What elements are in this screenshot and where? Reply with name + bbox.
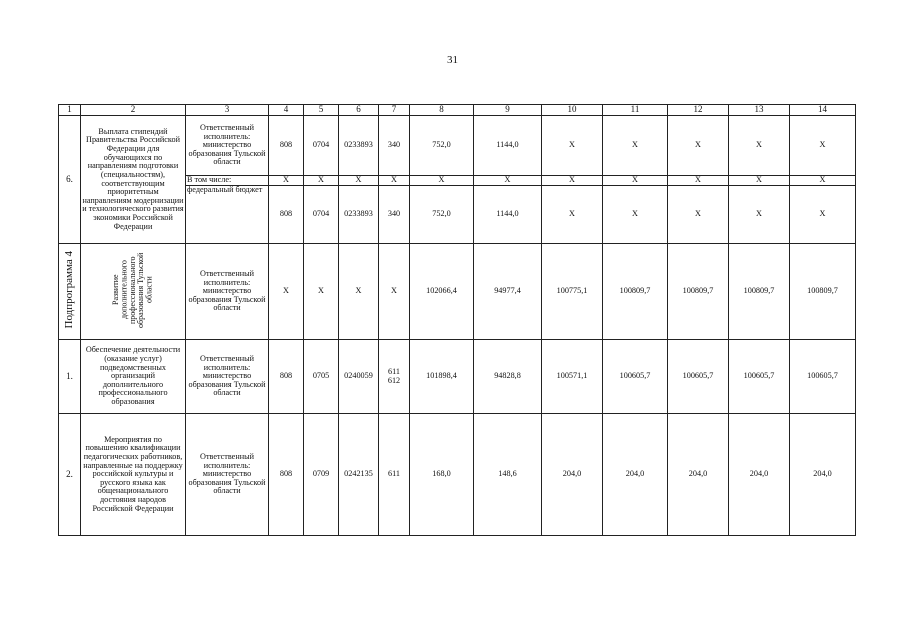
table-cell: X bbox=[668, 116, 729, 176]
col-header: 1 bbox=[59, 105, 81, 116]
event-name: Мероприятия по повышению квалификации педагогических работников, направленные на поддержку российской культуры и русского языка как общенационального достояния народов Российской Федерации bbox=[81, 414, 186, 536]
table-cell: X bbox=[603, 116, 668, 176]
table-cell: X bbox=[542, 186, 603, 244]
col-header: 9 bbox=[474, 105, 542, 116]
table-cell: X bbox=[790, 176, 856, 186]
table-cell: 101898,4 bbox=[410, 340, 474, 414]
row-number: 2. bbox=[59, 414, 81, 536]
table-cell: 0233893 bbox=[339, 116, 379, 176]
table-cell: X bbox=[269, 176, 304, 186]
table-row bbox=[59, 116, 856, 176]
table-cell: 100605,7 bbox=[790, 340, 856, 414]
table-cell: 94977,4 bbox=[474, 244, 542, 340]
executor: Ответственный исполнитель: министерство образования Тульской области bbox=[186, 414, 269, 536]
col-header: 13 bbox=[729, 105, 790, 116]
table-cell: X bbox=[729, 116, 790, 176]
table-cell: 1144,0 bbox=[474, 186, 542, 244]
table-cell: X bbox=[339, 244, 379, 340]
table-cell: 148,6 bbox=[474, 414, 542, 536]
executor: Ответственный исполнитель: министерство образования Тульской области bbox=[186, 244, 269, 340]
table-row bbox=[59, 340, 856, 414]
table-cell: 168,0 bbox=[410, 414, 474, 536]
budget-table bbox=[58, 104, 856, 536]
table-cell: X bbox=[542, 116, 603, 176]
table-cell: 808 bbox=[269, 186, 304, 244]
federal-budget-label: федеральный бюджет bbox=[186, 186, 269, 244]
col-header: 14 bbox=[790, 105, 856, 116]
col-header: 5 bbox=[304, 105, 339, 116]
table-cell: 100775,1 bbox=[542, 244, 603, 340]
table-cell: X bbox=[304, 244, 339, 340]
table-cell: X bbox=[339, 176, 379, 186]
table-cell: X bbox=[379, 176, 410, 186]
event-name: Обеспечение деятельности (оказание услуг) подведомственных организаций дополнительного профессионального образования bbox=[81, 340, 186, 414]
executor: Ответственный исполнитель: министерство образования Тульской области bbox=[186, 340, 269, 414]
event-name: Выплата стипендий Правительства Российской Федерации для обучающихся по направлениям подготовки (специальностям), соответствующим приоритетным направлениям модернизации и технологического развития экономики Российской Федерации bbox=[81, 116, 186, 244]
executor: Ответственный исполнитель: министерство образования Тульской области bbox=[186, 116, 269, 176]
table-cell: X bbox=[668, 186, 729, 244]
table-cell: X bbox=[410, 176, 474, 186]
table-cell: 0242135 bbox=[339, 414, 379, 536]
row-number: 6. bbox=[59, 116, 81, 244]
table-cell: 100605,7 bbox=[668, 340, 729, 414]
column-header-row bbox=[59, 105, 856, 116]
table-cell: X bbox=[790, 116, 856, 176]
table-cell: 100605,7 bbox=[603, 340, 668, 414]
table-cell: X bbox=[729, 186, 790, 244]
table-cell: 204,0 bbox=[729, 414, 790, 536]
table-cell: X bbox=[474, 176, 542, 186]
table-cell: 0233893 bbox=[339, 186, 379, 244]
table-cell: 100809,7 bbox=[603, 244, 668, 340]
cell-line: 612 bbox=[387, 375, 401, 385]
table-cell: 0705 bbox=[304, 340, 339, 414]
table-cell: 0704 bbox=[304, 186, 339, 244]
col-header: 4 bbox=[269, 105, 304, 116]
col-header: 10 bbox=[542, 105, 603, 116]
table-cell: 94828,8 bbox=[474, 340, 542, 414]
subprogram-name: Развитие дополнительного профессионального образования Тульской области bbox=[111, 252, 154, 328]
col-header: 12 bbox=[668, 105, 729, 116]
table-cell: 808 bbox=[269, 116, 304, 176]
subprogram-label: Подпрограмма 4 bbox=[62, 251, 75, 329]
table-cell: X bbox=[729, 176, 790, 186]
table-cell: 340 bbox=[379, 186, 410, 244]
table-cell: 100809,7 bbox=[790, 244, 856, 340]
table-cell: X bbox=[304, 176, 339, 186]
table-cell: 611 bbox=[379, 414, 410, 536]
table-cell: 204,0 bbox=[790, 414, 856, 536]
subprogram-label-cell bbox=[59, 244, 81, 340]
col-header: 7 bbox=[379, 105, 410, 116]
col-header: 2 bbox=[81, 105, 186, 116]
col-header: 11 bbox=[603, 105, 668, 116]
table-cell: 752,0 bbox=[410, 186, 474, 244]
table-cell: 100809,7 bbox=[729, 244, 790, 340]
table-cell: X bbox=[542, 176, 603, 186]
table-cell: X bbox=[379, 244, 410, 340]
table-cell: 1144,0 bbox=[474, 116, 542, 176]
table-cell bbox=[379, 340, 410, 414]
table-row bbox=[59, 414, 856, 536]
table-cell: 100571,1 bbox=[542, 340, 603, 414]
table-cell: X bbox=[269, 244, 304, 340]
table-cell: 808 bbox=[269, 340, 304, 414]
table-cell: X bbox=[603, 176, 668, 186]
table-cell: 0704 bbox=[304, 116, 339, 176]
table-cell: 100809,7 bbox=[668, 244, 729, 340]
table-cell: 0240059 bbox=[339, 340, 379, 414]
table-cell: 752,0 bbox=[410, 116, 474, 176]
table-cell: X bbox=[668, 176, 729, 186]
subprogram-name-cell bbox=[81, 244, 186, 340]
table-cell: X bbox=[790, 186, 856, 244]
cell-line: 611 bbox=[388, 366, 400, 376]
table-cell: 808 bbox=[269, 414, 304, 536]
table-cell: 102066,4 bbox=[410, 244, 474, 340]
table-cell: X bbox=[603, 186, 668, 244]
col-header: 6 bbox=[339, 105, 379, 116]
table-row bbox=[59, 244, 856, 340]
table-cell: 204,0 bbox=[668, 414, 729, 536]
table-cell: 204,0 bbox=[542, 414, 603, 536]
table-cell: 100605,7 bbox=[729, 340, 790, 414]
including-label: В том числе: bbox=[186, 176, 269, 186]
page-number: 31 bbox=[447, 54, 458, 66]
table-cell: 0709 bbox=[304, 414, 339, 536]
row-number: 1. bbox=[59, 340, 81, 414]
col-header: 3 bbox=[186, 105, 269, 116]
table-cell: 204,0 bbox=[603, 414, 668, 536]
table-cell: 340 bbox=[379, 116, 410, 176]
col-header: 8 bbox=[410, 105, 474, 116]
